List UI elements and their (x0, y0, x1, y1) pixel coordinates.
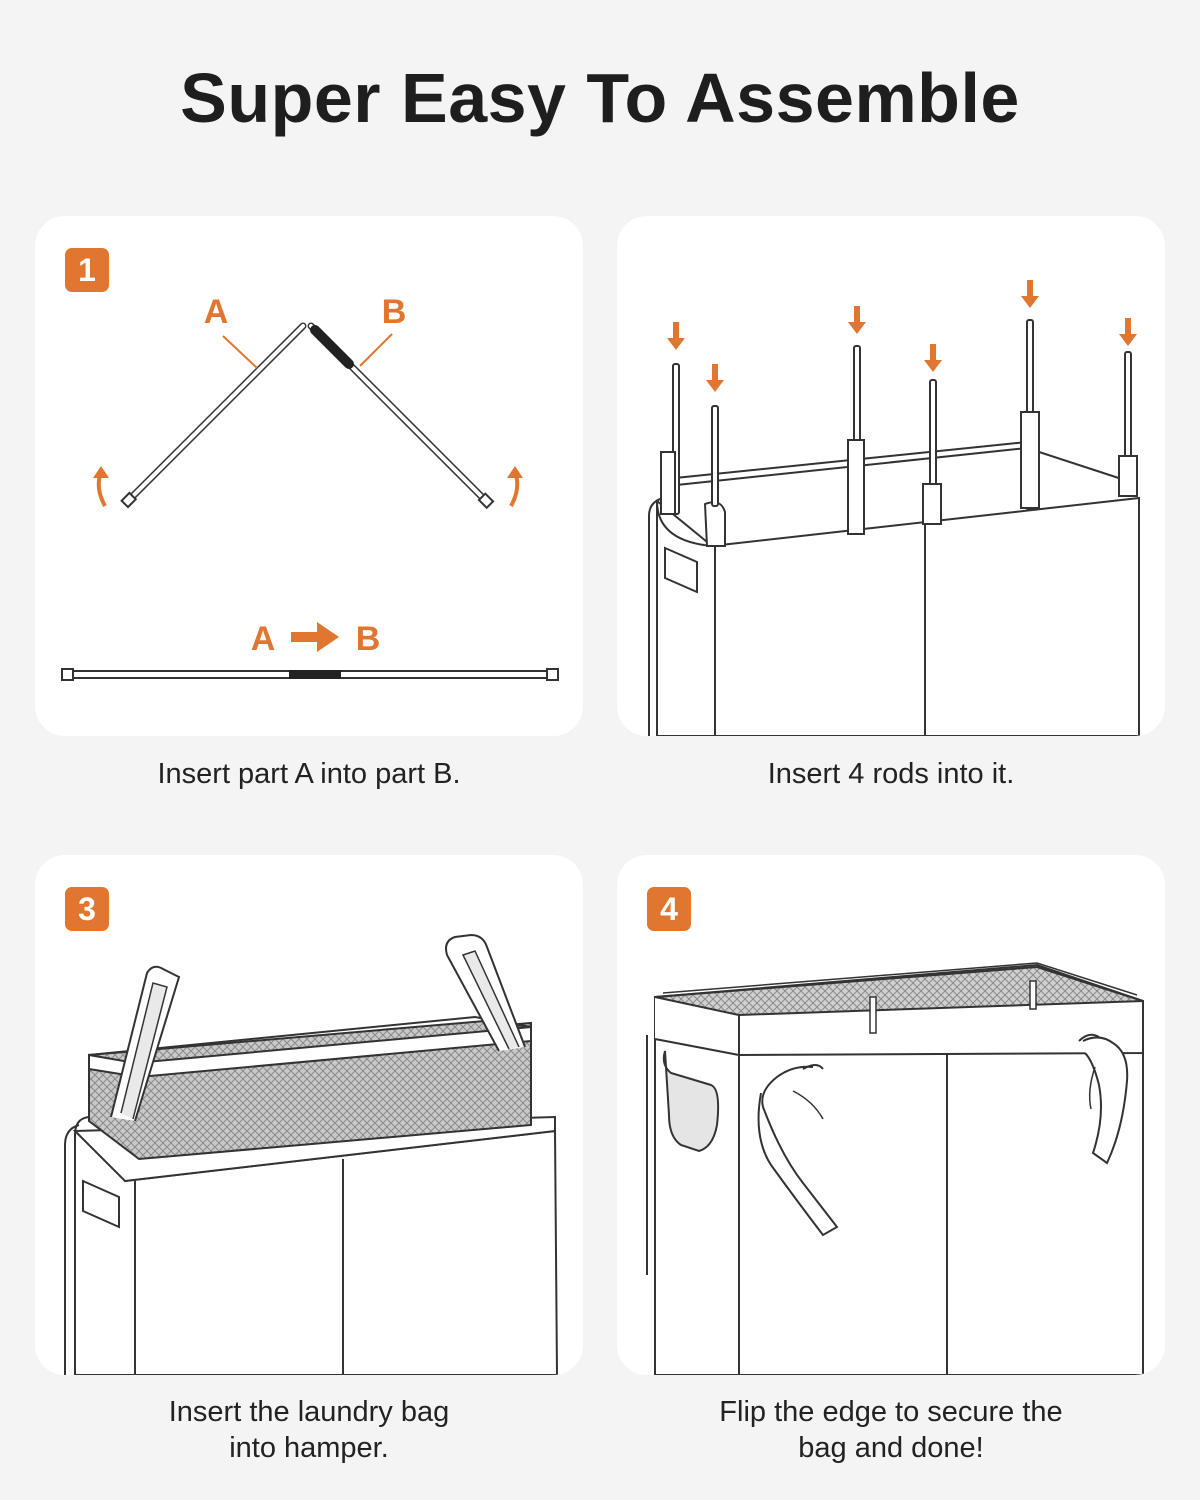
hamper-body (655, 1035, 1143, 1375)
hamper-body (657, 498, 1139, 736)
arrow-right-icon (291, 622, 339, 652)
label-a: A (203, 293, 229, 331)
step-4-caption: Flip the edge to secure the bag and done! (719, 1396, 1063, 1464)
bag-into-hamper-illustration (35, 855, 583, 1375)
step-4-badge: 4 (647, 887, 691, 931)
rod-assembly-illustration (35, 216, 583, 736)
join-label-b: B (355, 620, 381, 658)
step-3-badge: 3 (65, 887, 109, 931)
rods (673, 320, 1131, 526)
step-1-card (35, 216, 583, 736)
step-2-caption: Insert 4 rods into it. (767, 758, 1015, 790)
label-a-leader (223, 336, 257, 368)
flip-edge-illustration (617, 855, 1165, 1375)
hamper-rods-illustration (617, 216, 1165, 736)
step-4-card (617, 855, 1165, 1375)
connector-sleeve (315, 330, 349, 364)
join-label-a: A (250, 620, 276, 658)
step-2-card (617, 216, 1165, 736)
label-b-leader (360, 334, 392, 366)
step-1-caption: Insert part A into part B. (157, 758, 461, 790)
page-title: Super Easy To Assemble (180, 59, 1020, 137)
label-b: B (381, 293, 407, 331)
step-3-card (35, 855, 583, 1375)
down-arrows-icon (667, 280, 1137, 392)
step-1-badge: 1 (65, 248, 109, 292)
step-3-caption: Insert the laundry bag into hamper. (168, 1396, 450, 1464)
